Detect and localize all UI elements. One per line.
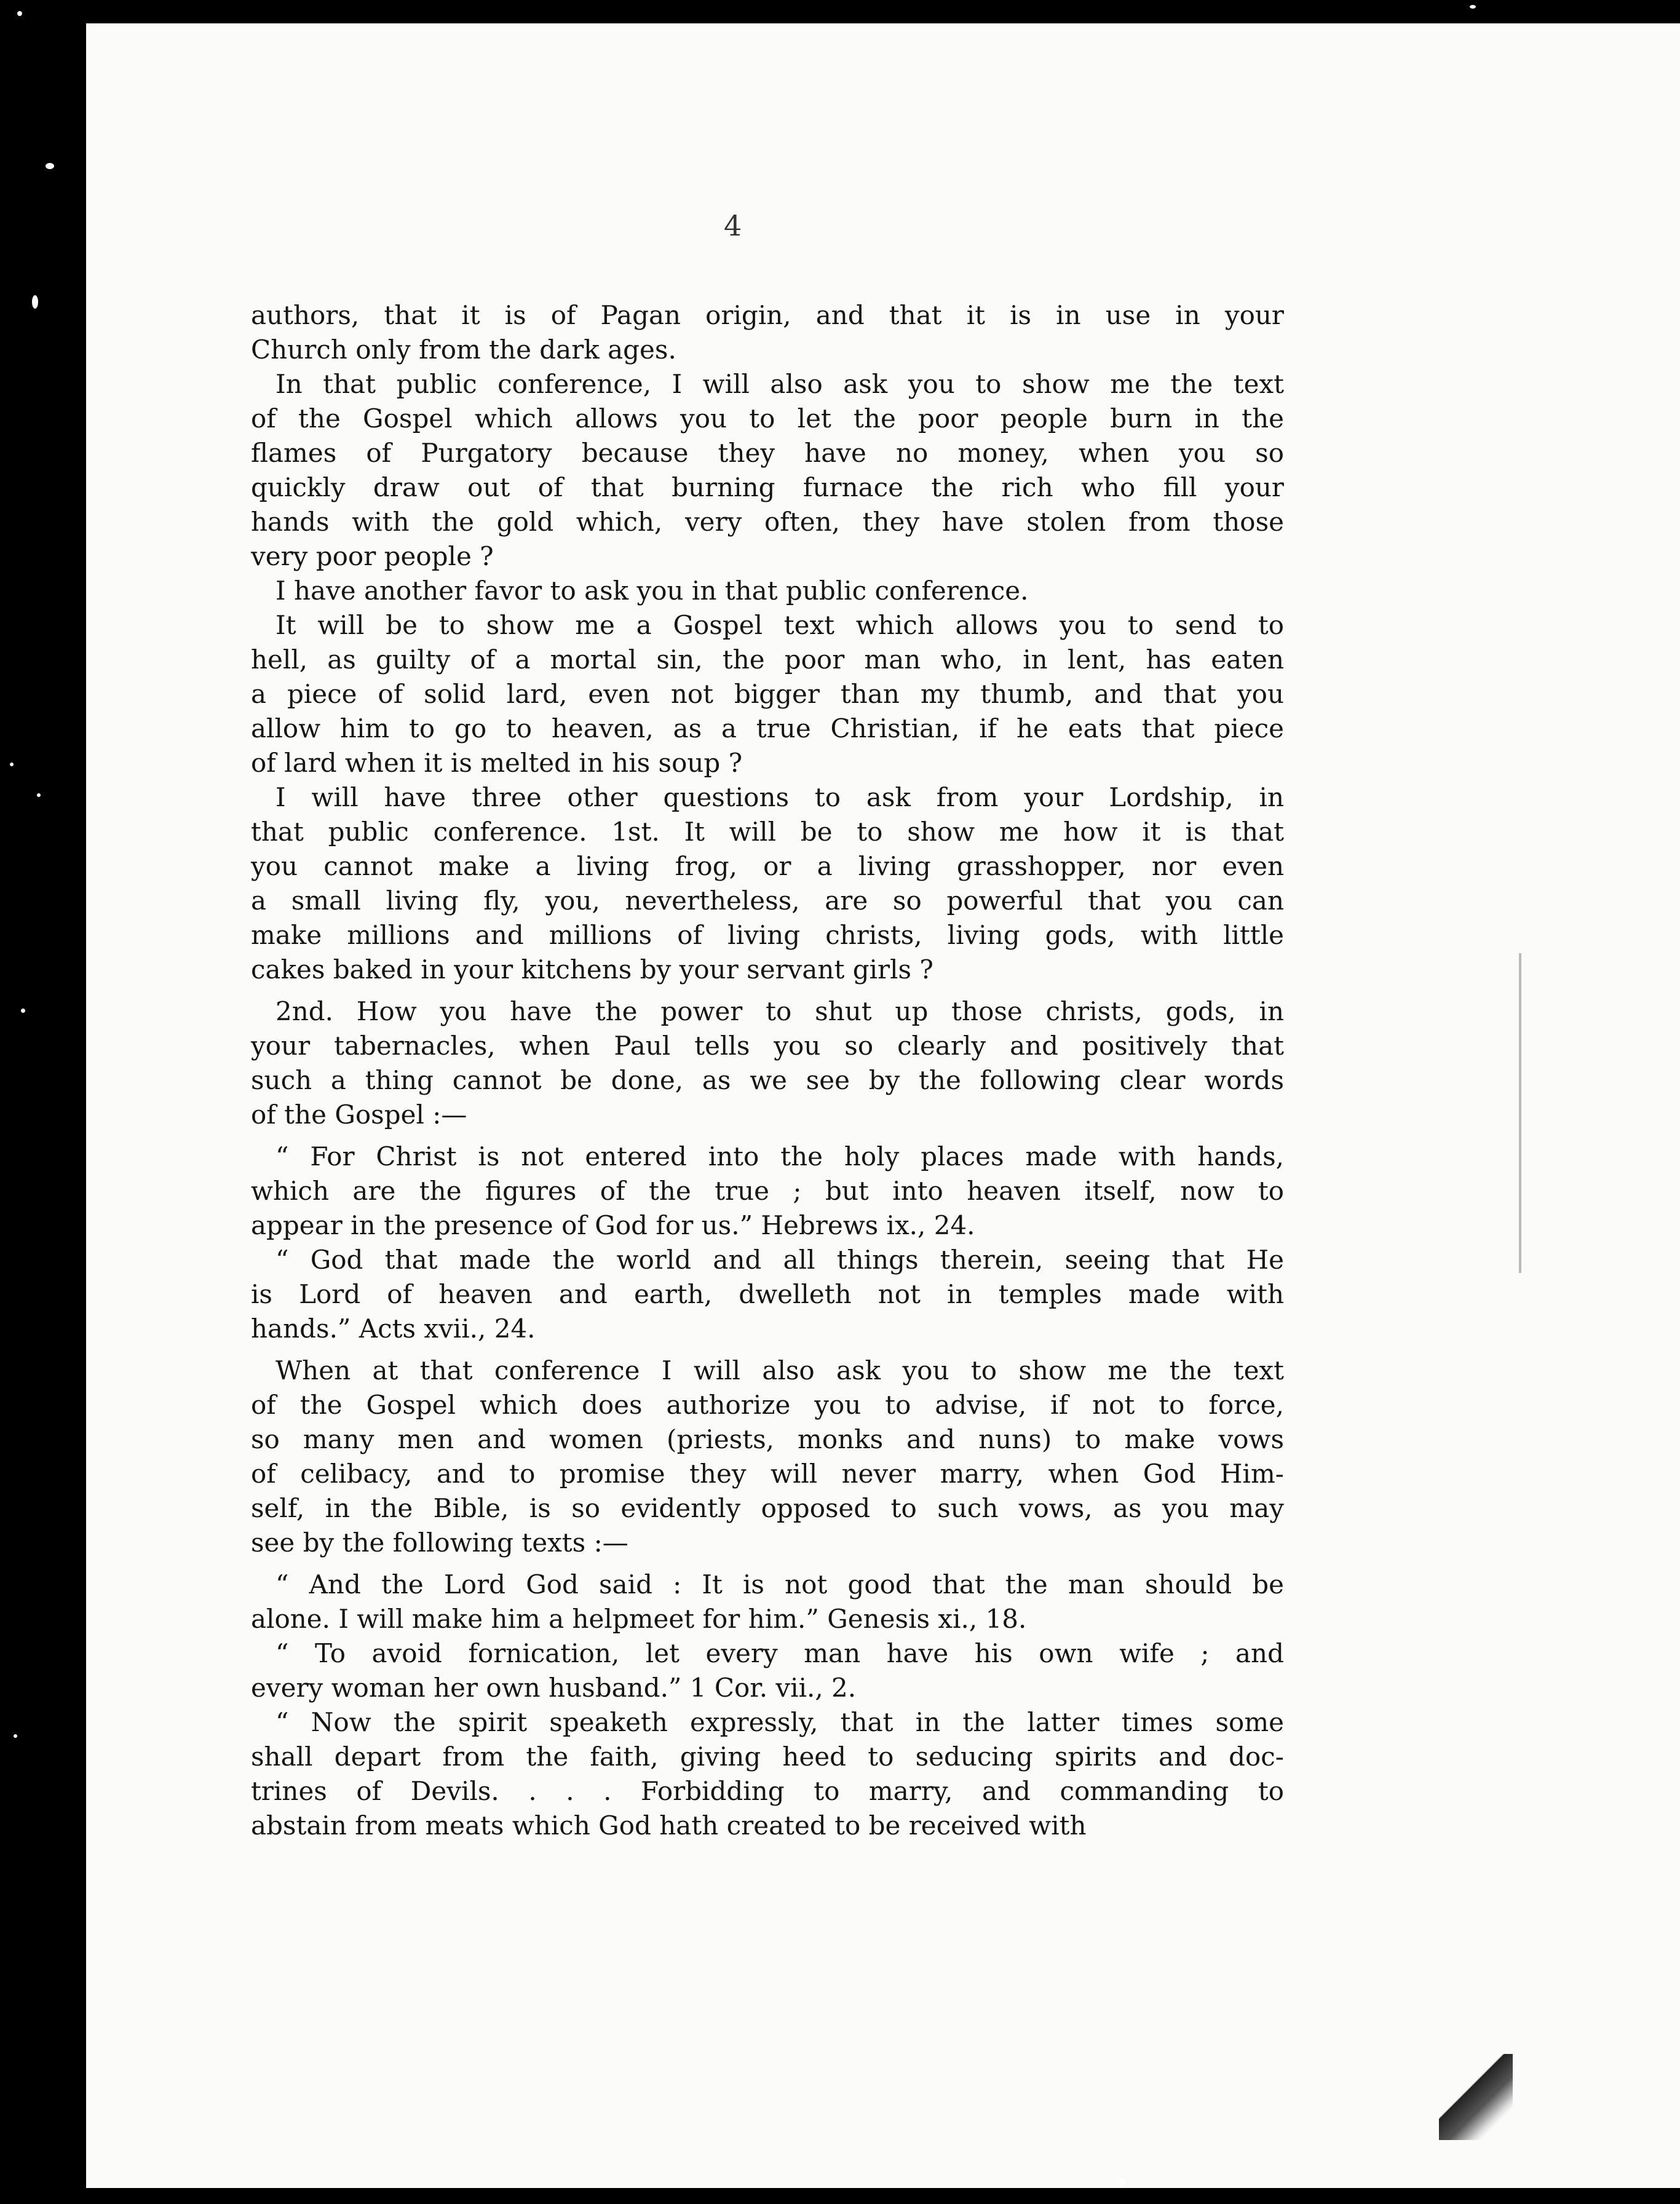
text-line: a small living fly, you, nevertheless, are so powerful that you can [251, 886, 1284, 916]
text-line: Church only from the dark ages. [251, 335, 676, 365]
text-line: that public conference. 1st. It will be to show me how it is that [251, 817, 1284, 847]
text-line: In that public conference, I will also ask you to show me the text [275, 369, 1284, 399]
text-line: a piece of solid lard, even not bigger than my thumb, and that you [251, 679, 1284, 709]
text-line: It will be to show me a Gospel text which allows you to send to [275, 610, 1284, 640]
paragraph [251, 298, 1284, 367]
scan-speck [1119, 2178, 1125, 2187]
paragraph [251, 780, 1284, 987]
text-line: I have another favor to ask you in that public conference. [275, 576, 1029, 606]
text-line: alone. I will make him a helpmeet for him.” Genesis xi., 18. [251, 1604, 1027, 1634]
page-edge-shadow [1519, 953, 1521, 1273]
text-line: appear in the presence of God for us.” Hebrews ix., 24. [251, 1210, 975, 1240]
page-corner-fold [1439, 2054, 1513, 2140]
text-line: of lard when it is melted in his soup ? [251, 748, 743, 778]
text-line: which are the figures of the true ; but into heaven itself, now to [251, 1176, 1284, 1206]
text-line: see by the following texts :— [251, 1528, 628, 1558]
scan-speck [10, 763, 14, 766]
paragraph [251, 1705, 1284, 1843]
text-line: of the Gospel :— [251, 1100, 467, 1130]
text-line: hands.” Acts xvii., 24. [251, 1314, 536, 1344]
scan-speck [14, 1734, 17, 1738]
paragraph [251, 1636, 1284, 1705]
text-line: abstain from meats which God hath created to be received with [251, 1810, 1087, 1841]
text-line: of celibacy, and to promise they will never marry, when God Him- [251, 1459, 1284, 1489]
paragraph [251, 367, 1284, 574]
scan-speck [37, 793, 41, 797]
text-line: cakes baked in your kitchens by your servant girls ? [251, 954, 933, 985]
text-line: make millions and millions of living christs, living gods, with little [251, 920, 1284, 950]
paragraph [251, 1568, 1284, 1636]
text-line: 2nd. How you have the power to shut up those christs, gods, in [275, 996, 1284, 1026]
text-line: your tabernacles, when Paul tells you so clearly and positively that [251, 1031, 1284, 1061]
text-line: of the Gospel which does authorize you to advise, if not to force, [251, 1390, 1284, 1420]
text-line: authors, that it is of Pagan origin, and that it is in use in your [251, 300, 1284, 330]
paragraph [251, 1354, 1284, 1560]
text-line: quickly draw out of that burning furnace the rich who fill your [251, 472, 1284, 502]
scan-speck [1470, 5, 1476, 9]
text-line: shall depart from the faith, giving heed to seducing spirits and doc- [251, 1742, 1284, 1772]
scan-speck [46, 163, 54, 169]
text-line: self, in the Bible, is so evidently opposed to such vows, as you may [251, 1493, 1284, 1523]
text-line: you cannot make a living frog, or a living grasshopper, nor even [251, 851, 1284, 881]
body-text [251, 298, 1284, 1843]
text-line: hands with the gold which, very often, they have stolen from those [251, 507, 1284, 537]
text-line: allow him to go to heaven, as a true Christian, if he eats that piece [251, 713, 1284, 743]
text-line: “ To avoid fornication, let every man have his own wife ; and [275, 1638, 1284, 1668]
text-line: “ Now the spirit speaketh expressly, that in the latter times some [275, 1707, 1284, 1737]
text-line: flames of Purgatory because they have no money, when you so [251, 438, 1284, 468]
text-line: such a thing cannot be done, as we see by the following clear words [251, 1065, 1284, 1095]
page-number: 4 [724, 209, 742, 242]
paragraph [251, 1243, 1284, 1346]
text-line: is Lord of heaven and earth, dwelleth not in temples made with [251, 1279, 1284, 1309]
text-line: “ God that made the world and all things therein, seeing that He [275, 1245, 1284, 1275]
text-line: every woman her own husband.” 1 Cor. vii., 2. [251, 1673, 857, 1703]
scan-speck [32, 295, 38, 309]
paragraph [251, 1140, 1284, 1243]
scan-speck [17, 11, 22, 16]
text-line: so many men and women (priests, monks and nuns) to make vows [251, 1424, 1284, 1454]
text-line: “ And the Lord God said : It is not good that the man should be [275, 1569, 1284, 1599]
text-line: I will have three other questions to ask from your Lordship, in [275, 782, 1284, 812]
scan-speck [21, 1009, 25, 1013]
text-line: When at that conference I will also ask you to show me the text [275, 1355, 1284, 1385]
text-line: trines of Devils. . . . Forbidding to marry, and commanding to [251, 1776, 1284, 1806]
paragraph [251, 574, 1284, 608]
paragraph [251, 994, 1284, 1132]
text-line: hell, as guilty of a mortal sin, the poor man who, in lent, has eaten [251, 644, 1284, 675]
text-line: “ For Christ is not entered into the holy places made with hands, [275, 1141, 1284, 1171]
text-line: very poor people ? [251, 541, 494, 571]
text-line: of the Gospel which allows you to let the poor people burn in the [251, 403, 1284, 434]
paragraph [251, 608, 1284, 780]
